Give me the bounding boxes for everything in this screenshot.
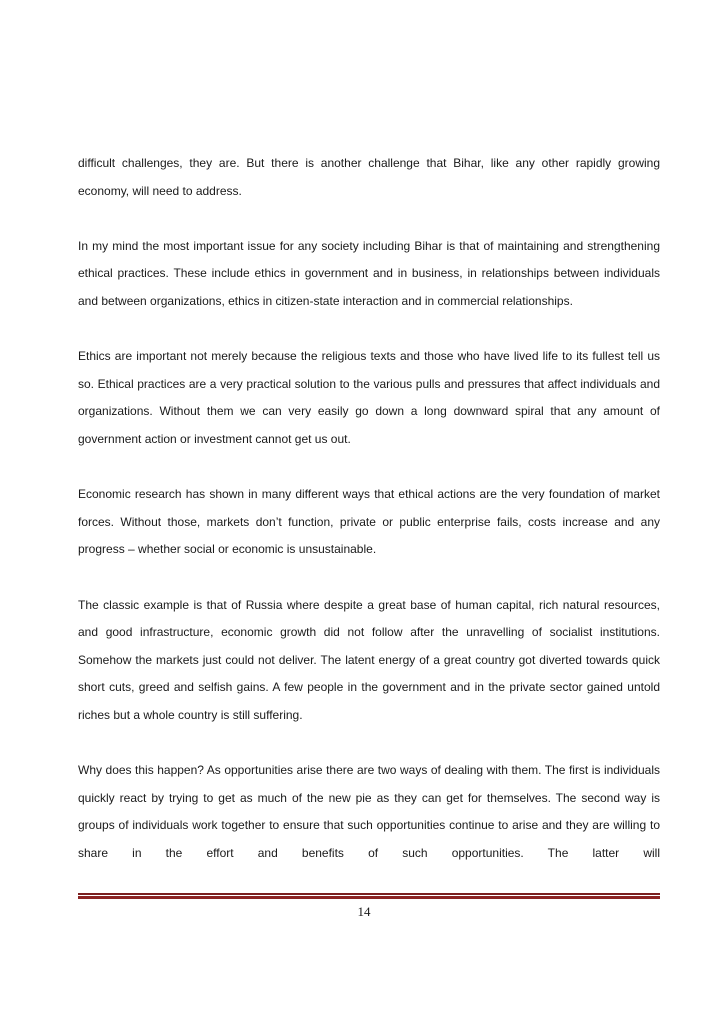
page-number: 14	[357, 904, 371, 919]
paragraph-2: In my mind the most important issue for any society including Bihar is that of maintaining and strengthening ethical practices. These include ethics in government and in business, in relationships between individuals and between organizations, ethics in citizen-state interaction and in commercial relationships.	[78, 238, 660, 308]
paragraph-3: Ethics are important not merely because the religious texts and those who have lived life to its fullest tell us so. Ethical practices are a very practical solution to the various pulls and pressures that affect individuals and organizations. Without them we can very easily go down a long downward spiral that any amount of government action or investment cannot get us out.	[78, 349, 660, 446]
paragraph-5: The classic example is that of Russia where despite a great base of human capital, rich natural resources, and good infrastructure, economic growth did not follow after the unravelling of socialist institutions. Somehow the markets just could not deliver. The latent energy of a great country got diverted towards quick short cuts, greed and selfish gains. A few people in the government and in the private sector gained untold riches but a whole country is still suffering.	[78, 597, 660, 722]
body-text	[78, 150, 660, 867]
paragraph-1: difficult challenges, they are. But there is another challenge that Bihar, like any other rapidly growing economy, will need to address.	[78, 156, 660, 198]
paragraph-6: Why does this happen? As opportunities arise there are two ways of dealing with them. The first is individuals quickly react by trying to get as much of the new pie as they can get for themselves. The second way is groups of individuals work together to ensure that such opportunities continue to arise and they are willing to share in the effort and benefits of such opportunities. The latter will	[78, 763, 660, 860]
paragraph-4: Economic research has shown in many different ways that ethical actions are the very foundation of market forces. Without those, markets don’t function, private or public enterprise fails, costs increase and any progress – whether social or economic is unsustainable.	[78, 487, 660, 557]
footer-divider	[78, 893, 660, 899]
